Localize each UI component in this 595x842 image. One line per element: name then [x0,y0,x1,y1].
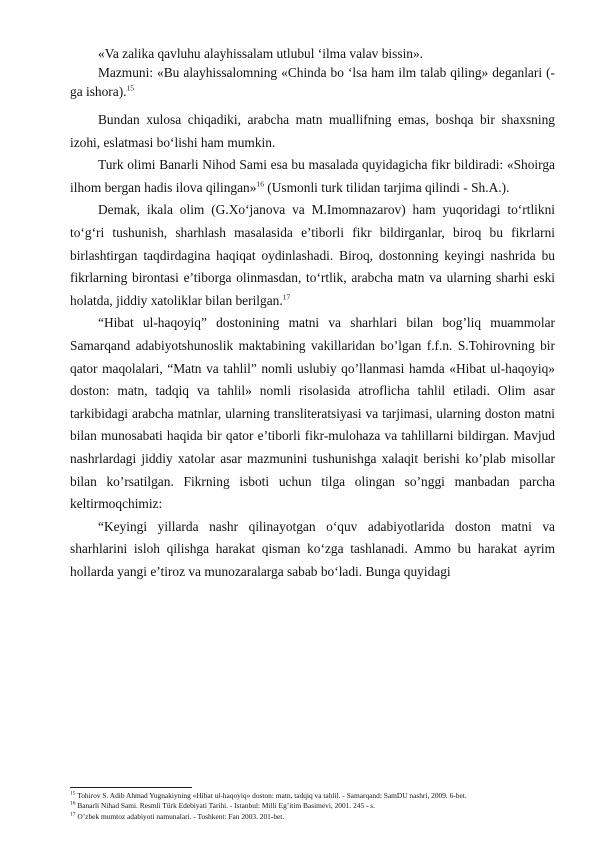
footnote-ref-17: 17 [282,292,291,302]
footnote-divider [70,787,192,788]
paragraph-4: Turk olimi Banarli Nihod Sami esa bu masalada quyidagicha fikr bildiradi: «Shoirga ilhom bergan hadis ilova qilingan»$^{16}$ (Usmonli turk tilidan tarjima qilindi - Sh.A.). [70,157,555,195]
paragraph-6: “Hibat ul-haqoyiq” dostonining matni va sharhlari bilan bog’liq muammolar Samarqand adabiyotshunoslik maktabining vakillaridan bo’lgan f.f.n. S.Tohirovning bir qator maqolalari, “Matn va tahlil” nomli uslubiy qo’llanmasi hamda «Hibat ul-haqoyiq» doston: matn, tadqiq va tahlil» nomli risolasida atroflicha tahlil etiladi. Olim asar tarkibidagi arabcha matnlar, ularning transliteratsiyasi va tarjimasi, ularning doston matni bilan munosabati haqida bir qator e’tiborli fikr-mulohaza va tahlillarni bildirgan. Mavjud nashrlardagi jiddiy xatolar asar mazmunini tushunishga xalaqit berishi ko’plab misollar bilan ko’rsatilgan. Fikrning isboti uchun tilga olingan so’nggi manbadan parcha keltirmoqchimiz: [70,315,555,512]
footnote-15: $^{15}$ Tohirov S. Adib Ahmad Yugnakiyning «Hibat ul-haqoyiq» doston: matn, tadqiq va tahlil. - Samarqand: SamDU nashri, 2009. 6-bet. [70,790,467,800]
footnote-ref-16: 16 [256,179,264,189]
paragraph-3: Bundan xulosa chiqadiki, arabcha matn muallifning emas, boshqa bir shaxsning izohi, eslatmasi bo‘lishi ham mumkin. [70,112,555,150]
footnote-ref-15: 15 [126,83,135,93]
paragraph-2: Mazmuni: «Bu alayhissalomning «Chinda bo ‘lsa ham ilm talab qiling» deganlari (-ga ishora).$^{15}$ [70,65,555,99]
footnote-16: $^{16}$ Banarli Nihad Sami. Resmli Türk Edebiyati Tarihi. - Istanbul: Milli Eg’itim Basimevi, 2001. 245 - s. [70,800,376,811]
paragraph-7: “Keyingi yillarda nashr qilinayotgan o‘quv adabiyotlarida doston matni va sharhlarini isloh qilishga harakat qisman ko‘zga tashlanadi. Ammo bu harakat ayrim hollarda yangi e’tiroz va munozaralarga sabab bo‘ladi. Bunga quyidagi [70,518,555,579]
footnote-17: $^{17}$ O’zbek mumtoz adabiyoti namunalari. - Toshkent: Fan 2003. 201-bet. [70,811,285,821]
paragraph-5: Demak, ikala olim (G.Xo‘janova va M.Imomnazarov) ham yuqoridagi to‘rtlikni to‘g‘ri tushunish, sharhlash masalasida e’tiborli fikr bildirganlar, biroq bu fikrlarni birlashtirgan taqdirdagina haqiqat oydinlashadi. Biroq, dostonning keyingi nashrida bu fikrlarning birontasi e’tiborga olinmasdan, to‘rtlik, arabcha matn va ularning sharhi eski holatda, jiddiy xatoliklar bilan berilgan.$^{17}$ [70,202,555,308]
paragraph-1: «Va zalika qavluhu alayhissalam utlubul ‘ilma valav bissin». [98,46,424,61]
body-text [70,44,555,583]
footnotes [70,791,555,822]
